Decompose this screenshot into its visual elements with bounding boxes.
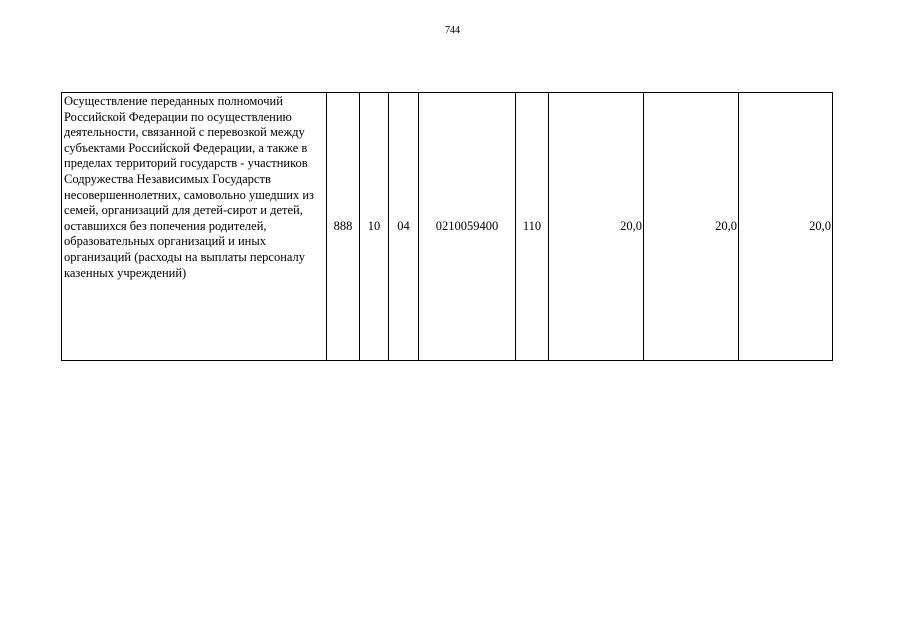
amount-cell-2: 20,0 (644, 93, 739, 361)
page-number: 744 (445, 25, 460, 36)
subsection-code-cell: 04 (389, 93, 419, 361)
expense-type-cell: 110 (516, 93, 549, 361)
expense-description-cell: Осуществление переданных полномочий Российской Федерации по осуществлению деятельности, связанной с перевозкой между субъектами Российской Федерации, а также в пределах территорий государств - участников Содружества Независимых Государств несовершеннолетних, самовольно ушедших из семей, организаций для детей-сирот и детей, оставшихся без попечения родителей, образовательных организаций и иных организаций (расходы на выплаты персоналу казенных учреждений) (62, 93, 327, 361)
budget-table (61, 92, 833, 361)
ministry-code-cell: 888 (327, 93, 360, 361)
amount-cell-1: 20,0 (549, 93, 644, 361)
amount-cell-3: 20,0 (739, 93, 833, 361)
table-row (62, 93, 833, 361)
section-code-cell: 10 (360, 93, 389, 361)
target-article-cell: 0210059400 (419, 93, 516, 361)
